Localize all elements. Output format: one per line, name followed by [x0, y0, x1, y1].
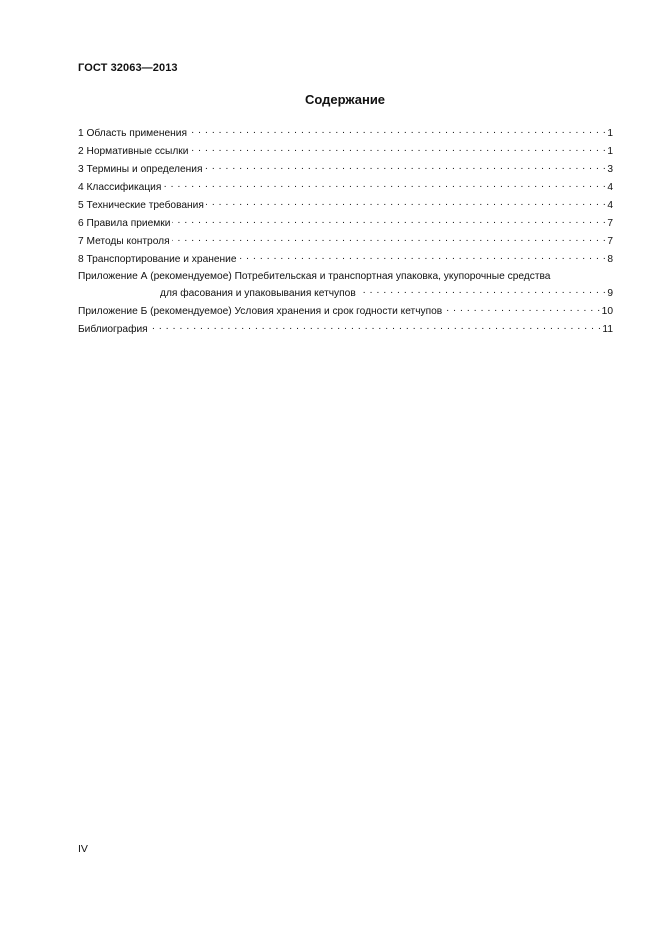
toc-item-label: 7 Методы контроля	[78, 236, 170, 247]
toc-item-page: 7	[607, 218, 613, 229]
toc-item-label: 8 Транспортирование и хранение	[78, 254, 237, 265]
toc-leader-dots	[172, 214, 606, 226]
toc-leader-dots	[190, 142, 606, 154]
toc-appendix-a-continued[interactable]	[78, 284, 613, 302]
page-title: Содержание	[304, 92, 386, 107]
toc-leader-dots	[163, 178, 606, 190]
toc-item-page: 1	[607, 146, 613, 157]
toc-appendix-a-line1: Приложение А (рекомендуемое) Потребительская и транспортная упаковка, укупорочные средства	[78, 271, 551, 282]
toc-item-page: 4	[607, 182, 613, 193]
toc-item-3[interactable]	[78, 160, 613, 178]
toc-item-7[interactable]	[78, 232, 613, 250]
toc-item-page: 1	[607, 128, 613, 139]
toc-item-8[interactable]	[78, 250, 613, 268]
toc-appendix-b[interactable]	[78, 302, 613, 320]
page-number: IV	[78, 843, 88, 855]
toc-appendix-a-line2: для фасования и упаковывания кетчупов	[160, 288, 356, 299]
toc-item-label: 2 Нормативные ссылки	[78, 146, 189, 157]
document-header: ГОСТ 32063—2013	[78, 62, 178, 74]
toc-bibliography[interactable]	[78, 320, 613, 338]
toc-item-label: 6 Правила приемки	[78, 218, 171, 229]
toc-item-4[interactable]	[78, 178, 613, 196]
toc-leader-dots	[204, 160, 606, 172]
toc-item-page: 8	[607, 254, 613, 265]
toc-item-page: 4	[607, 200, 613, 211]
toc-item-5[interactable]	[78, 196, 613, 214]
toc-item-page: 9	[607, 288, 613, 299]
toc-item-label: 3 Термины и определения	[78, 164, 203, 175]
toc-item-label: 5 Технические требования	[78, 200, 204, 211]
toc-leader-dots	[150, 320, 602, 332]
toc-item-label: 1 Область применения	[78, 128, 187, 139]
toc-item-page: 11	[602, 324, 613, 335]
toc-leader-dots	[358, 284, 607, 296]
toc-leader-dots	[189, 124, 606, 136]
toc-appendix-a[interactable]	[78, 268, 613, 284]
toc-item-label: Приложение Б (рекомендуемое) Условия хранения и срок годности кетчупов	[78, 306, 443, 317]
toc-item-1[interactable]	[78, 124, 613, 142]
toc-item-2[interactable]	[78, 142, 613, 160]
toc-item-page: 10	[601, 306, 613, 317]
toc-item-page: 3	[607, 164, 613, 175]
toc-leader-dots	[206, 196, 606, 208]
toc-leader-dots	[172, 232, 607, 244]
table-of-contents	[78, 124, 613, 338]
toc-item-page: 7	[607, 236, 613, 247]
toc-leader-dots	[444, 302, 600, 314]
toc-item-label: 4 Классификация	[78, 182, 162, 193]
toc-leader-dots	[239, 250, 607, 262]
toc-item-label: Библиография	[78, 324, 148, 335]
toc-item-6[interactable]	[78, 214, 613, 232]
